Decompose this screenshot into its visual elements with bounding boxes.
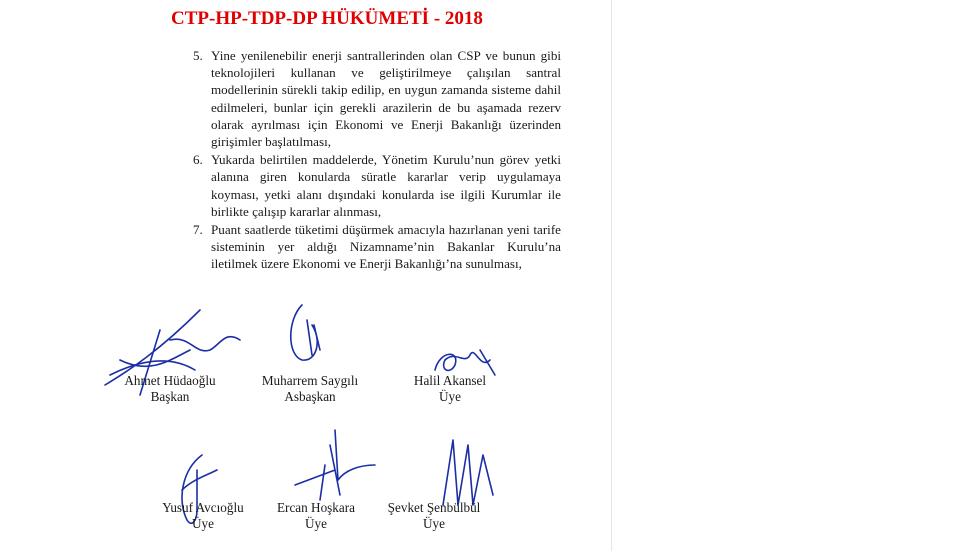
list-item bbox=[193, 47, 561, 150]
signature-muharrem bbox=[282, 300, 332, 370]
signatory-block bbox=[374, 500, 494, 532]
list-item bbox=[193, 221, 561, 273]
signature-ercan bbox=[290, 425, 380, 505]
signatory-block bbox=[390, 373, 510, 405]
item-number: 5. bbox=[193, 48, 203, 63]
signatory-name: Muharrem Saygılı bbox=[261, 373, 359, 388]
signatory-name: Ercan Hoşkara bbox=[277, 500, 355, 515]
item-number: 7. bbox=[193, 222, 203, 238]
signatory-block bbox=[110, 373, 230, 405]
document-header: CTP-HP-TDP-DP HÜKÜMETİ - 2018 bbox=[171, 8, 483, 29]
signatory-name: Şevket Şenbülbül bbox=[387, 500, 481, 515]
signatory-block bbox=[256, 500, 376, 532]
signatory-block bbox=[143, 500, 263, 532]
signatory-block bbox=[250, 373, 370, 405]
signatory-role: Üye bbox=[423, 516, 445, 531]
signatory-name: Halil Akansel bbox=[413, 373, 487, 388]
signatory-name: Yusuf Avcıoğlu bbox=[162, 500, 244, 515]
decision-list bbox=[193, 47, 561, 274]
blank-area bbox=[611, 0, 971, 551]
signatory-role: Üye bbox=[305, 516, 327, 531]
signatory-role: Başkan bbox=[150, 389, 190, 404]
item-text: Puant saatlerde tüketimi düşürmek amacıyla hazırlanan yeni tarife sisteminin yer aldığı Nizamname’nin Bakanlar Kurulu’na iletilmek üzere Ekonomi ve Enerji Bakanlığı’na sunulması, bbox=[211, 222, 561, 272]
list-item bbox=[193, 151, 561, 220]
item-number: 6. bbox=[193, 152, 203, 168]
signatory-role: Üye bbox=[192, 516, 214, 531]
signatory-name: Ahmet Hüdaoğlu bbox=[124, 373, 216, 388]
signatory-role: Üye bbox=[439, 389, 461, 404]
item-text: Yine yenilenebilir enerji santrallerinden olan CSP ve bunun gibi teknolojileri kullanan ve geliştirilmeye çalışılan santral modellerinin sürekli takip edilip, en uygun zamanda sisteme dahil edilmeleri, bunlar için gerekli arazilerin de bu aşamada rezerv olarak ayrılması için Ekonomi ve Enerji Bakanlığı üzerinden girişimler başlatılması, bbox=[211, 48, 561, 150]
signatory-role: Asbaşkan bbox=[284, 389, 336, 404]
item-text: Yukarda belirtilen maddelerde, Yönetim Kurulu’nun görev yetki alanına giren konularda süratle kararlar verip uygulamaya koyması, yetki alanı dışındaki konularda ise ilgili Kurumlar ile birlikte çalışıp kararlar alınması, bbox=[211, 152, 561, 219]
